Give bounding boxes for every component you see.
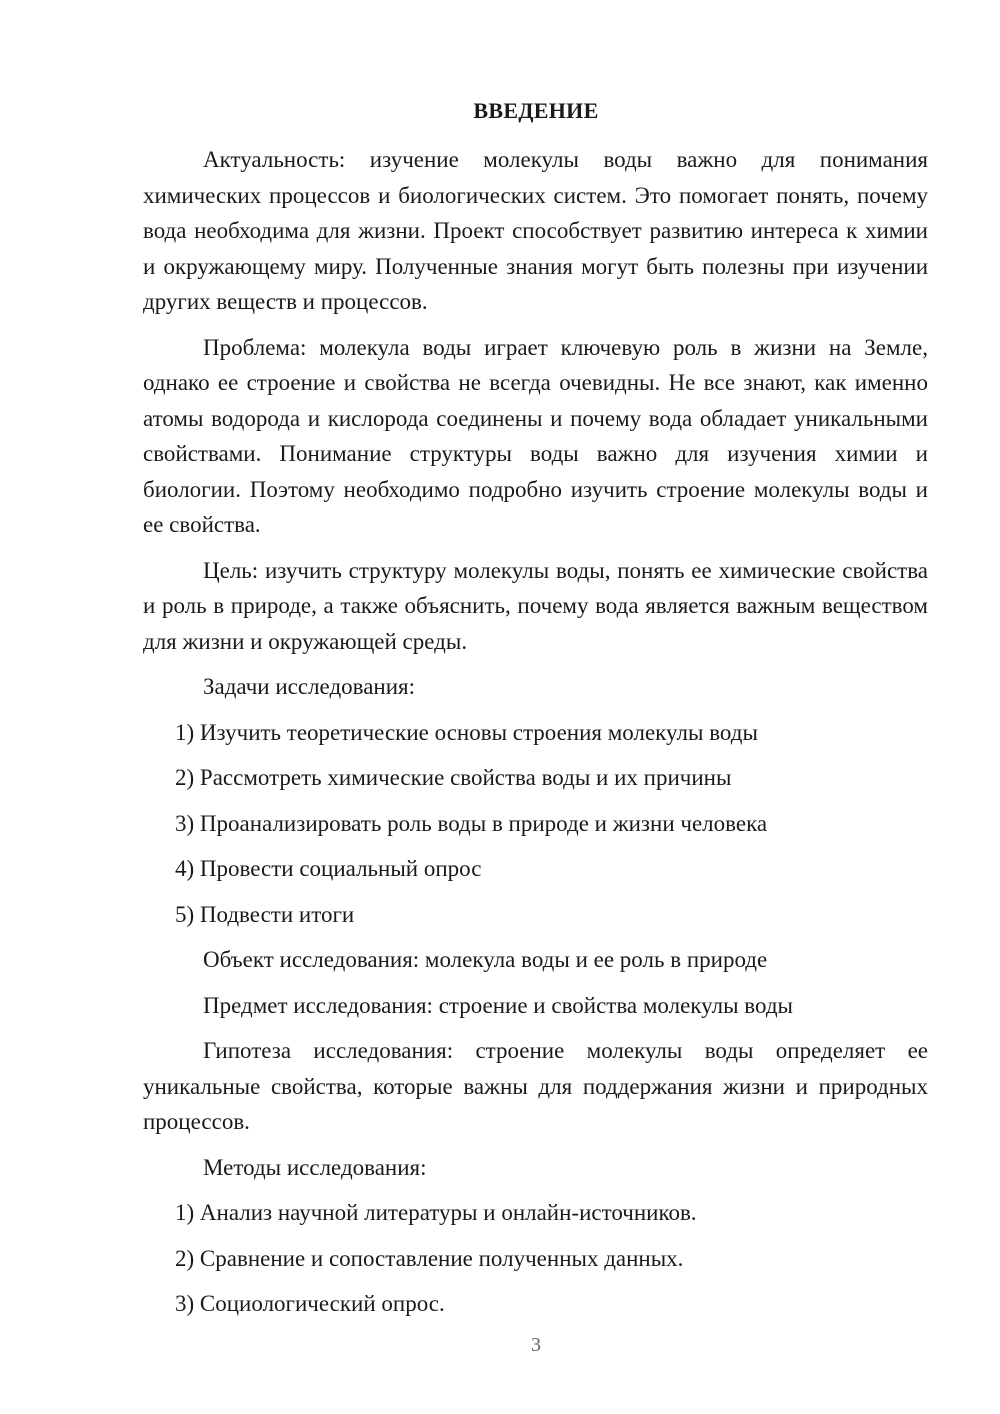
goal-paragraph: Цель: изучить структуру молекулы воды, понять ее химические свойства и роль в природе, а также объяснить, почему вода является важным веществом для жизни и окружающей среды.: [143, 557, 928, 654]
page-content: [143, 142, 928, 1332]
method-item-1: 1) Анализ научной литературы и онлайн-источников.: [175, 1200, 697, 1225]
methods-heading: Методы исследования:: [203, 1154, 427, 1180]
method-item-2: 2) Сравнение и сопоставление полученных данных.: [175, 1245, 684, 1271]
task-item-5: 5) Подвести итоги: [175, 901, 355, 927]
relevance-paragraph: Актуальность: изучение молекулы воды важно для понимания химических процессов и биологических систем. Это помогает понять, почему вода необходима для жизни. Проект способствует развитию интереса к химии и окружающему миру. Полученные знания могут быть полезны при изучении других веществ и процессов.: [143, 147, 928, 314]
page-title: ВВЕДЕНИЕ: [473, 98, 599, 123]
page-number: 3: [531, 1334, 541, 1356]
research-subject: Предмет исследования: строение и свойства молекулы воды: [203, 992, 794, 1018]
task-item-4: 4) Провести социальный опрос: [175, 856, 482, 881]
problem-paragraph: Проблема: молекула воды играет ключевую роль в жизни на Земле, однако ее строение и свойства не всегда очевидны. Не все знают, как именно атомы водорода и кислорода соединены и почему вода обладает уникальными свойствами. Понимание структуры воды важно для изучения химии и биологии. Поэтому необходимо подробно изучить строение молекулы воды и ее свойства.: [143, 334, 928, 537]
task-item-1: 1) Изучить теоретические основы строения молекулы воды: [175, 719, 758, 745]
research-object: Объект исследования: молекула воды и ее роль в природе: [203, 947, 768, 972]
tasks-heading: Задачи исследования:: [203, 674, 416, 699]
task-item-2: 2) Рассмотреть химические свойства воды и их причины: [175, 765, 732, 790]
hypothesis-paragraph: Гипотеза исследования: строение молекулы воды определяет ее уникальные свойства, которые важны для поддержания жизни и природных процессов.: [143, 1038, 928, 1134]
method-item-3: 3) Социологический опрос.: [175, 1291, 445, 1316]
task-item-3: 3) Проанализировать роль воды в природе и жизни человека: [175, 810, 768, 836]
